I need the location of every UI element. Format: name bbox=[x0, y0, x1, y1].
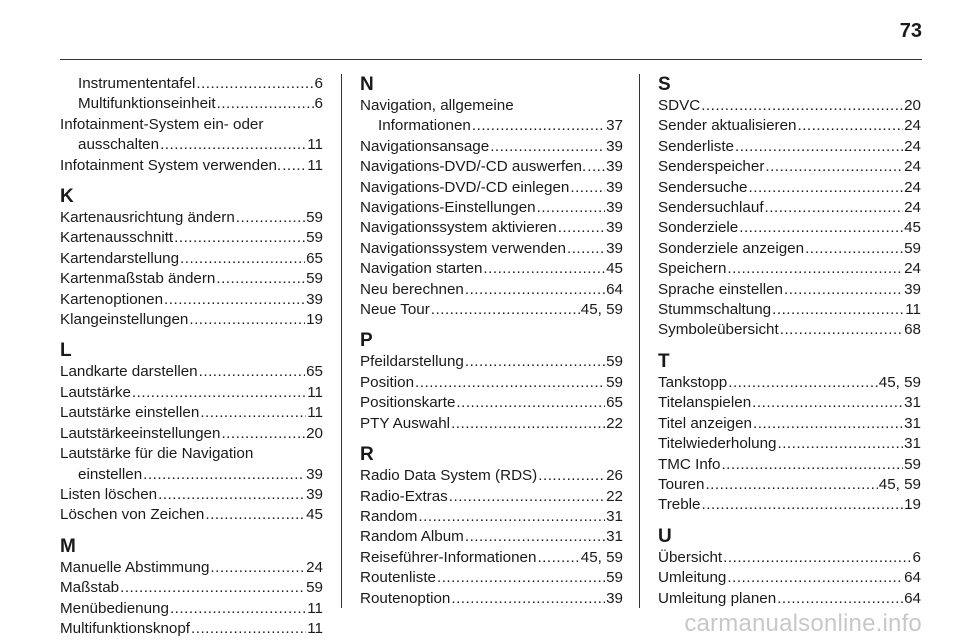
index-page-ref: 59 bbox=[606, 569, 623, 587]
index-term: Touren bbox=[658, 475, 705, 493]
index-page-ref: 59 bbox=[904, 239, 921, 257]
index-page-ref: 6 bbox=[314, 75, 323, 92]
index-term: Senderspeicher bbox=[658, 158, 765, 176]
index-page-ref: 39 bbox=[606, 137, 623, 155]
index-term: Kartenausrichtung ändern bbox=[60, 209, 235, 227]
index-page-ref: 24 bbox=[904, 117, 921, 135]
index-entry bbox=[360, 259, 623, 279]
index-entry bbox=[658, 218, 921, 238]
index-term: Kartenausschnitt bbox=[60, 229, 174, 247]
index-term: SDVC bbox=[658, 97, 701, 114]
index-page-ref: 39 bbox=[306, 485, 323, 503]
index-page-ref: 39 bbox=[606, 219, 623, 237]
index-entry bbox=[658, 137, 921, 157]
index-term: Sonderziele anzeigen bbox=[658, 239, 805, 257]
index-page-ref: 65 bbox=[306, 363, 323, 381]
index-entry bbox=[360, 137, 623, 157]
dot-leader bbox=[780, 320, 903, 340]
index-entry bbox=[658, 393, 921, 413]
index-entry bbox=[658, 198, 921, 218]
index-entry bbox=[658, 157, 921, 177]
index-term: Listen löschen bbox=[60, 485, 158, 503]
column-divider bbox=[341, 74, 342, 608]
index-page-ref: 39 bbox=[606, 158, 623, 176]
index-entry bbox=[360, 414, 623, 434]
index-term: Navigations-DVD/-CD einlegen bbox=[360, 178, 570, 196]
watermark: carmanualsonline.info bbox=[684, 610, 922, 637]
index-page-ref: 59 bbox=[904, 455, 921, 473]
index-page-ref: 31 bbox=[904, 414, 921, 432]
section-letter: K bbox=[60, 186, 74, 208]
index-term: Kartendarstellung bbox=[60, 249, 180, 267]
page-number: 73 bbox=[899, 20, 922, 42]
index-page-ref: 64 bbox=[904, 569, 921, 587]
index-term: Informationen bbox=[378, 117, 471, 135]
dot-leader bbox=[558, 218, 605, 238]
index-page-ref: 11 bbox=[905, 301, 921, 319]
dot-leader bbox=[538, 466, 605, 486]
index-page-ref: 19 bbox=[306, 311, 323, 329]
dot-leader bbox=[587, 157, 605, 177]
dot-leader bbox=[205, 505, 305, 525]
index-term: Positionskarte bbox=[360, 394, 456, 412]
index-term: Routenoption bbox=[360, 589, 451, 607]
dot-leader bbox=[158, 485, 305, 505]
index-entry bbox=[60, 156, 323, 176]
index-entry-label: Navigation, allgemeine bbox=[360, 97, 514, 114]
index-term: Menübedienung bbox=[60, 599, 169, 617]
index-term: einstellen bbox=[78, 465, 143, 483]
index-page-ref: 68 bbox=[904, 321, 921, 339]
dot-leader bbox=[120, 578, 305, 598]
dot-leader bbox=[431, 300, 580, 320]
dot-leader bbox=[210, 558, 305, 578]
dot-leader bbox=[721, 455, 903, 475]
index-term: ausschalten bbox=[78, 136, 160, 154]
index-entry bbox=[60, 558, 323, 578]
index-entry bbox=[658, 116, 921, 136]
index-entry bbox=[60, 599, 323, 619]
index-entry bbox=[360, 116, 623, 136]
index-term: Multifunktionseinheit bbox=[78, 95, 216, 113]
dot-leader bbox=[723, 548, 911, 568]
index-entry bbox=[658, 568, 921, 588]
index-entry bbox=[60, 383, 323, 403]
index-entry bbox=[60, 505, 323, 525]
dot-leader bbox=[418, 507, 605, 527]
index-term: Multifunktionsknopf bbox=[60, 619, 191, 637]
dot-leader bbox=[132, 383, 306, 403]
dot-leader bbox=[160, 135, 306, 155]
index-term: Klangeinstellungen bbox=[60, 311, 189, 329]
dot-leader bbox=[702, 495, 904, 515]
index-page-ref: 24 bbox=[306, 558, 323, 576]
index-page-ref: 39 bbox=[306, 290, 323, 308]
index-entry bbox=[360, 300, 623, 320]
index-page-ref: 24 bbox=[904, 178, 921, 196]
index-entry bbox=[60, 465, 323, 485]
header-rule bbox=[60, 59, 922, 60]
index-page-ref: 11 bbox=[307, 404, 323, 422]
dot-leader bbox=[727, 568, 903, 588]
index-entry-label: Lautstärke für die Navigation bbox=[60, 445, 254, 463]
index-entry-label: Infotainment-System ein- oder bbox=[60, 115, 264, 133]
index-page-ref: 20 bbox=[306, 424, 323, 442]
index-column-2 bbox=[360, 74, 623, 609]
index-entry bbox=[60, 135, 323, 155]
index-term: Navigationsansage bbox=[360, 137, 490, 155]
index-entry bbox=[658, 259, 921, 279]
section-letter: R bbox=[360, 444, 374, 466]
index-page-ref: 39 bbox=[904, 280, 921, 298]
index-term: Umleitung bbox=[658, 569, 727, 587]
index-page-ref: 65 bbox=[606, 394, 623, 412]
index-term: Random bbox=[360, 507, 418, 525]
index-entry bbox=[658, 548, 921, 568]
dot-leader bbox=[465, 280, 605, 300]
index-entry bbox=[360, 157, 623, 177]
index-term: Routenliste bbox=[360, 569, 436, 587]
column-divider bbox=[639, 74, 640, 608]
index-entry bbox=[658, 373, 921, 393]
index-term: Übersicht bbox=[658, 548, 723, 566]
index-entry bbox=[60, 485, 323, 505]
dot-leader bbox=[180, 249, 305, 269]
index-entry bbox=[360, 507, 623, 527]
index-page-ref: 39 bbox=[306, 465, 323, 483]
index-page-ref: 64 bbox=[606, 280, 623, 298]
index-page-ref: 11 bbox=[307, 599, 323, 617]
index-page-ref: 11 bbox=[307, 619, 323, 637]
dot-leader bbox=[567, 239, 605, 259]
dot-leader bbox=[797, 116, 903, 136]
index-page-ref: 24 bbox=[904, 158, 921, 176]
index-term: Pfeildarstellung bbox=[360, 353, 464, 371]
index-page-ref: 45 bbox=[904, 219, 921, 237]
dot-leader bbox=[749, 178, 904, 198]
dot-leader bbox=[805, 239, 903, 259]
index-entry bbox=[360, 548, 623, 568]
index-term: Navigationssystem verwenden bbox=[360, 239, 566, 257]
dot-leader bbox=[196, 74, 313, 94]
index-entry bbox=[360, 218, 623, 238]
dot-leader bbox=[174, 228, 305, 248]
index-page-ref: 6 bbox=[912, 548, 921, 566]
dot-leader bbox=[735, 137, 903, 157]
index-term: Löschen von Zeichen bbox=[60, 506, 205, 524]
index-entry bbox=[360, 373, 623, 393]
index-page-ref: 31 bbox=[606, 528, 623, 546]
section-letter: P bbox=[360, 330, 373, 352]
index-page-ref: 24 bbox=[904, 199, 921, 217]
index-term: PTY Auswahl bbox=[360, 414, 451, 432]
index-term: Position bbox=[360, 373, 415, 391]
index-entry bbox=[658, 495, 921, 515]
dot-leader bbox=[490, 137, 605, 157]
index-entry bbox=[60, 619, 323, 639]
index-entry bbox=[60, 578, 323, 598]
index-page-ref: 11 bbox=[307, 383, 323, 401]
index-term: Neue Tour bbox=[360, 301, 430, 319]
index-term: Kartenoptionen bbox=[60, 290, 164, 308]
index-entry bbox=[658, 320, 921, 340]
index-term: Titelwiederholung bbox=[658, 435, 777, 453]
index-entry bbox=[658, 96, 921, 116]
dot-leader bbox=[537, 548, 579, 568]
index-term: Manuelle Abstimmung bbox=[60, 558, 210, 576]
dot-leader bbox=[282, 156, 306, 176]
dot-leader bbox=[221, 424, 305, 444]
index-page-ref: 31 bbox=[904, 435, 921, 453]
index-term: Random Album bbox=[360, 528, 464, 546]
index-page-ref: 39 bbox=[606, 589, 623, 607]
index-term: Speichern bbox=[658, 260, 727, 278]
index-term: Radio Data System (RDS) bbox=[360, 467, 538, 485]
index-page-ref: 59 bbox=[306, 229, 323, 247]
index-page-ref: 59 bbox=[306, 270, 323, 288]
index-entry bbox=[360, 198, 623, 218]
index-term: Titel anzeigen bbox=[658, 414, 752, 432]
index-column-3 bbox=[658, 74, 921, 609]
dot-leader bbox=[143, 465, 305, 485]
index-entry bbox=[60, 362, 323, 382]
dot-leader bbox=[199, 362, 305, 382]
section-letter: U bbox=[658, 525, 672, 547]
index-entry bbox=[658, 589, 921, 609]
index-page-ref: 11 bbox=[307, 156, 323, 174]
dot-leader bbox=[765, 157, 903, 177]
index-column-1 bbox=[60, 74, 323, 639]
dot-leader bbox=[537, 198, 605, 218]
index-term: Maßstab bbox=[60, 579, 120, 597]
index-term: Lautstärke bbox=[60, 383, 131, 401]
dot-leader bbox=[216, 269, 305, 289]
index-entry bbox=[658, 280, 921, 300]
index-entry bbox=[60, 228, 323, 248]
dot-leader bbox=[170, 599, 306, 619]
index-entry bbox=[360, 466, 623, 486]
index-entry bbox=[658, 475, 921, 495]
index-term: Instrumententafel bbox=[78, 75, 196, 92]
index-page-ref: 31 bbox=[904, 394, 921, 412]
index-entry bbox=[60, 74, 323, 94]
index-entry bbox=[658, 300, 921, 320]
index-entry bbox=[360, 178, 623, 198]
index-term: Radio-Extras bbox=[360, 487, 448, 505]
index-page-ref: 39 bbox=[606, 178, 623, 196]
index-entry bbox=[360, 280, 623, 300]
index-page-ref: 22 bbox=[606, 487, 623, 505]
index-term: Kartenmaßstab ändern bbox=[60, 270, 216, 288]
dot-leader bbox=[772, 300, 904, 320]
dot-leader bbox=[465, 527, 605, 547]
index-page-ref: 45, 59 bbox=[580, 301, 623, 319]
dot-leader bbox=[784, 280, 903, 300]
index-term: Sender aktualisieren bbox=[658, 117, 797, 135]
dot-leader bbox=[483, 259, 605, 279]
index-term: Symboleübersicht bbox=[658, 321, 779, 339]
index-term: Sendersuchlauf bbox=[658, 199, 764, 217]
dot-leader bbox=[456, 393, 605, 413]
index-term: Reiseführer-Informationen bbox=[360, 548, 537, 566]
index-term: Neu berechnen bbox=[360, 280, 464, 298]
dot-leader bbox=[777, 434, 903, 454]
index-page-ref: 22 bbox=[606, 414, 623, 432]
dot-leader bbox=[465, 352, 605, 372]
dot-leader bbox=[451, 589, 605, 609]
index-term: Landkarte darstellen bbox=[60, 363, 198, 381]
index-entry bbox=[60, 269, 323, 289]
index-term: Navigation starten bbox=[360, 260, 483, 278]
dot-leader bbox=[753, 414, 903, 434]
index-term: Navigationssystem aktivieren bbox=[360, 219, 557, 237]
section-letter: N bbox=[360, 74, 374, 95]
index-term: Navigations-DVD/-CD auswerfen. bbox=[360, 158, 587, 176]
index-page-ref: 45, 59 bbox=[580, 548, 623, 566]
dot-leader bbox=[217, 94, 314, 114]
index-entry bbox=[658, 434, 921, 454]
index-term: Sprache einstellen bbox=[658, 280, 783, 298]
index-page-ref: 45 bbox=[606, 260, 623, 278]
index-entry bbox=[60, 94, 323, 114]
index-entry bbox=[360, 352, 623, 372]
index-page-ref: 24 bbox=[904, 260, 921, 278]
index-entry bbox=[360, 527, 623, 547]
index-term: Sonderziele bbox=[658, 219, 739, 237]
index-entry bbox=[658, 455, 921, 475]
index-term: Senderliste bbox=[658, 137, 734, 155]
index-term: Treble bbox=[658, 496, 701, 514]
index-entry bbox=[60, 310, 323, 330]
index-page-ref: 45, 59 bbox=[878, 373, 921, 391]
index-page-ref: 59 bbox=[306, 209, 323, 227]
index-page-ref: 37 bbox=[606, 117, 623, 135]
index-entry bbox=[360, 589, 623, 609]
dot-leader bbox=[236, 208, 305, 228]
index-entry bbox=[658, 414, 921, 434]
dot-leader bbox=[728, 373, 878, 393]
index-entry bbox=[60, 290, 323, 310]
dot-leader bbox=[437, 568, 605, 588]
section-letter: L bbox=[60, 340, 72, 362]
index-entry bbox=[60, 424, 323, 444]
index-entry bbox=[658, 178, 921, 198]
dot-leader bbox=[189, 310, 305, 330]
dot-leader bbox=[449, 487, 605, 507]
index-page-ref: 20 bbox=[904, 97, 921, 114]
index-page-ref: 45 bbox=[306, 506, 323, 524]
index-entry bbox=[658, 239, 921, 259]
index-term: Lautstärke einstellen bbox=[60, 404, 200, 422]
dot-leader bbox=[777, 589, 903, 609]
dot-leader bbox=[451, 414, 605, 434]
index-entry bbox=[360, 239, 623, 259]
index-page-ref: 39 bbox=[606, 239, 623, 257]
index-page-ref: 59 bbox=[306, 579, 323, 597]
index-entry bbox=[360, 393, 623, 413]
section-letter: S bbox=[658, 74, 671, 95]
index-entry bbox=[60, 403, 323, 423]
dot-leader bbox=[739, 218, 903, 238]
index-page-ref: 6 bbox=[314, 95, 323, 113]
dot-leader bbox=[727, 259, 903, 279]
index-term: Titelanspielen bbox=[658, 394, 752, 412]
index-page-ref: 64 bbox=[904, 589, 921, 607]
index-entry bbox=[360, 487, 623, 507]
section-letter: M bbox=[60, 535, 76, 557]
dot-leader bbox=[752, 393, 903, 413]
index-page-ref: 26 bbox=[606, 467, 623, 485]
dot-leader bbox=[164, 290, 305, 310]
section-letter: T bbox=[658, 350, 670, 372]
dot-leader bbox=[415, 373, 605, 393]
dot-leader bbox=[705, 475, 877, 495]
index-term: Lautstärkeeinstellungen bbox=[60, 424, 221, 442]
index-term: Tankstopp bbox=[658, 373, 728, 391]
index-term: Umleitung planen bbox=[658, 589, 777, 607]
dot-leader bbox=[570, 178, 605, 198]
index-term: TMC Info bbox=[658, 455, 721, 473]
index-term: Sendersuche bbox=[658, 178, 748, 196]
index-term: Navigations-Einstellungen bbox=[360, 199, 536, 217]
index-term: Infotainment System verwenden. bbox=[60, 156, 282, 174]
index-entry bbox=[60, 208, 323, 228]
index-page-ref: 24 bbox=[904, 137, 921, 155]
index-page-ref: 59 bbox=[606, 373, 623, 391]
index-page-ref: 59 bbox=[606, 353, 623, 371]
index-page-ref: 11 bbox=[307, 136, 323, 154]
index-page-ref: 31 bbox=[606, 507, 623, 525]
dot-leader bbox=[701, 96, 903, 116]
index-page-ref: 65 bbox=[306, 249, 323, 267]
dot-leader bbox=[191, 619, 306, 639]
index-page-ref: 45, 59 bbox=[878, 475, 921, 493]
dot-leader bbox=[200, 403, 306, 423]
index-page-ref: 39 bbox=[606, 199, 623, 217]
index-entry bbox=[360, 568, 623, 588]
dot-leader bbox=[765, 198, 904, 218]
index-page-ref: 19 bbox=[904, 496, 921, 514]
dot-leader bbox=[472, 116, 605, 136]
index-term: Stummschaltung bbox=[658, 301, 772, 319]
index-entry bbox=[60, 249, 323, 269]
